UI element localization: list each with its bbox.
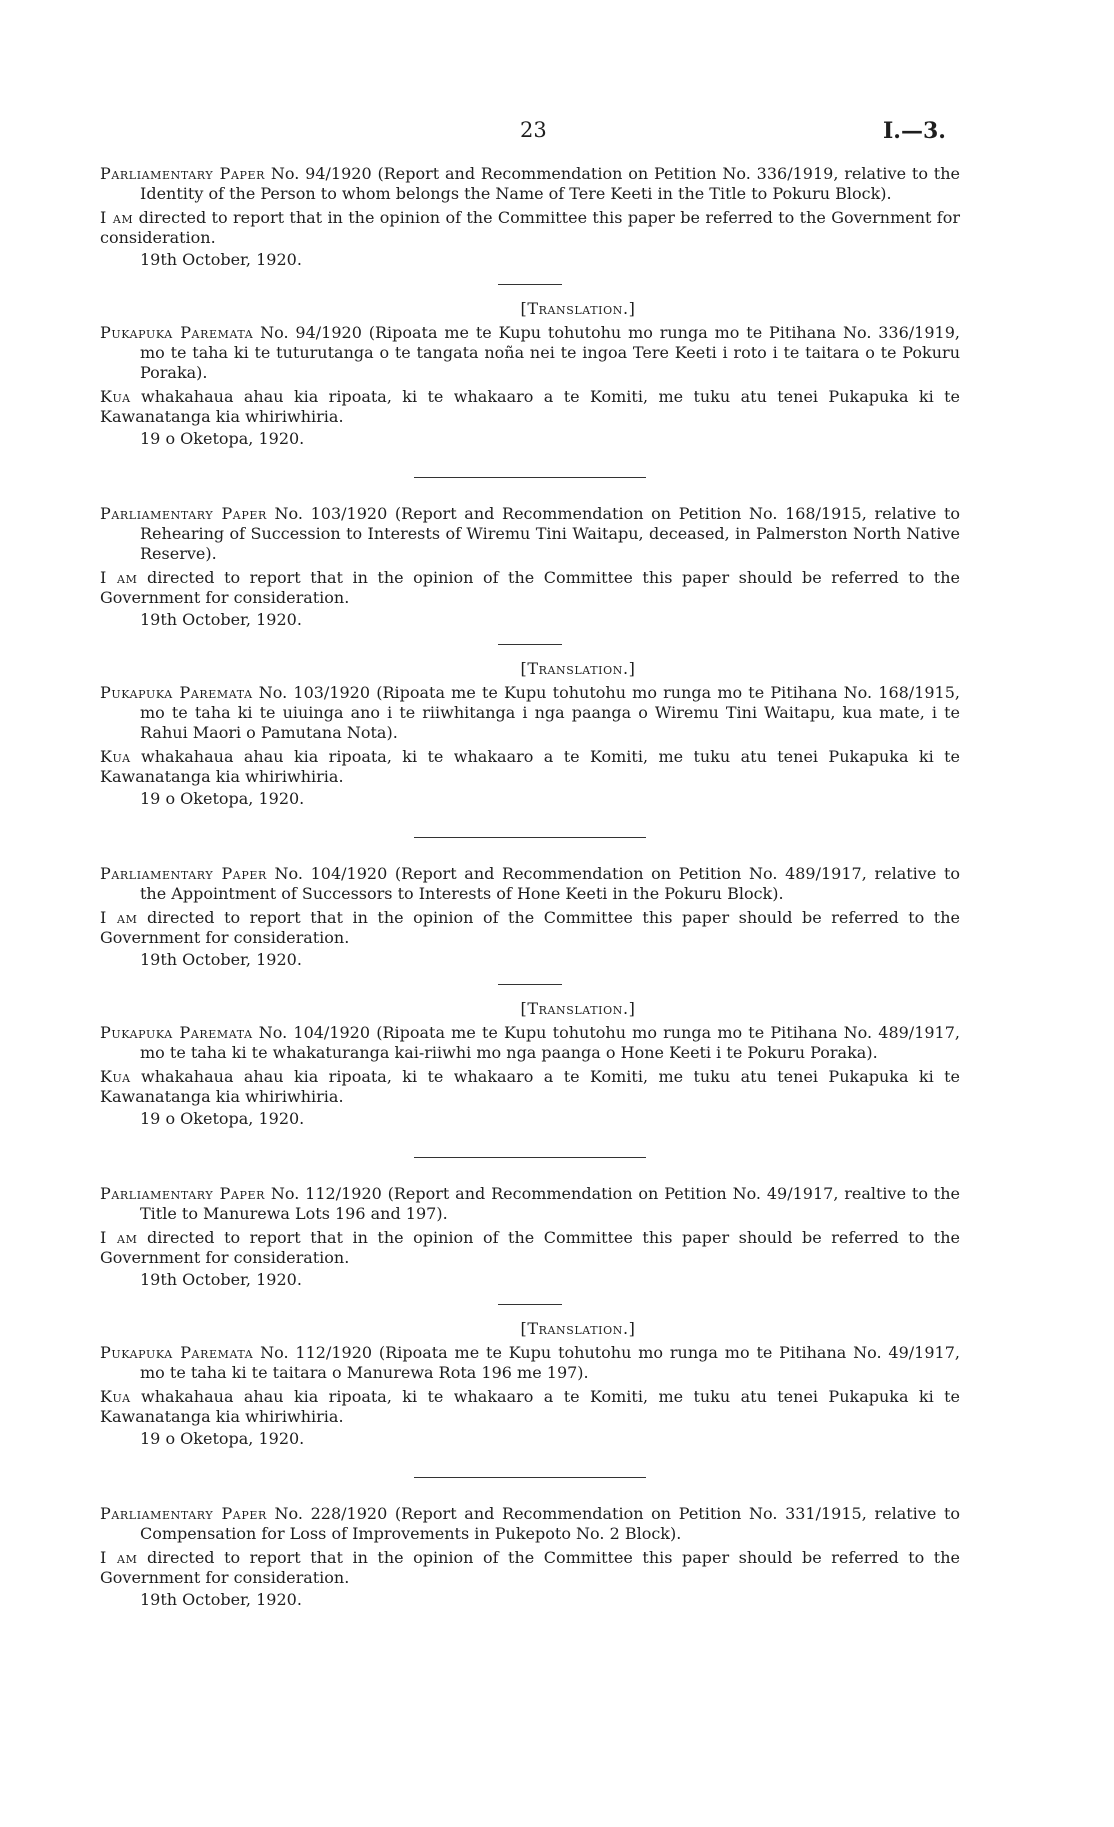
translation-label: [Translation.]	[520, 1319, 636, 1338]
report-entry	[100, 504, 960, 630]
title-text: No. 112/1920 (Ripoata me te Kupu tohutohu mo runga mo te Pitihana No. 49/1917, mo te taha ki te taitara o Manurewa Rota 196 me 197).	[140, 1343, 960, 1382]
title-prefix: Parliamentary Paper	[100, 504, 267, 523]
report-entry	[100, 864, 960, 970]
title-prefix: Parliamentary Paper	[100, 164, 266, 183]
title-text: No. 228/1920 (Report and Recommendation on Petition No. 331/1915, relative to Compensation for Loss of Improvements in Pukepoto No. 2 Block).	[140, 1504, 961, 1543]
body-text: whakahaua ahau kia ripoata, ki te whakaaro a te Komiti, me tuku atu tenei Pukapuka ki te Kawanatanga kia whiriwhiria.	[100, 747, 960, 786]
entry-title	[100, 1184, 960, 1224]
entry-date: 19 o Oketopa, 1920.	[140, 1109, 305, 1128]
title-prefix: Pukapuka Paremata	[100, 683, 253, 702]
translation-entry	[100, 1319, 960, 1449]
entry-body	[100, 1067, 960, 1107]
entry-date: 19 o Oketopa, 1920.	[140, 789, 305, 808]
body-text: whakahaua ahau kia ripoata, ki te whakaaro a te Komiti, me tuku atu tenei Pukapuka ki te Kawanatanga kia whiriwhiria.	[100, 1067, 960, 1106]
body-lead: I am	[100, 208, 134, 227]
body-text: directed to report that in the opinion of the Committee this paper should be referred to the Government for consideration.	[100, 908, 961, 947]
short-divider	[498, 644, 562, 645]
body-text: directed to report that in the opinion of the Committee this paper should be referred to the Government for consideration.	[100, 1228, 961, 1267]
entry-title	[100, 1504, 960, 1544]
title-text: No. 104/1920 (Report and Recommendation on Petition No. 489/1917, relative to the Appointment of Successors to Interests of Hone Keeti in the Pokuru Block).	[140, 864, 961, 903]
entry-body	[100, 387, 960, 427]
report-entry	[100, 1184, 960, 1290]
title-text: No. 94/1920 (Report and Recommendation on Petition No. 336/1919, relative to the Identity of the Person to whom belongs the Name of Tere Keeti in the Title to Pokuru Block).	[140, 164, 960, 203]
entry-title	[100, 864, 960, 904]
title-prefix: Parliamentary Paper	[100, 1504, 267, 1523]
entry-body	[100, 747, 960, 787]
entry-title	[100, 164, 960, 204]
section-divider	[414, 1157, 646, 1158]
page-header	[0, 118, 1114, 148]
entry-title	[100, 1023, 960, 1063]
section-divider	[414, 477, 646, 478]
short-divider	[498, 284, 562, 285]
entry-title	[100, 683, 960, 743]
body-lead: I am	[100, 908, 138, 927]
title-prefix: Parliamentary Paper	[100, 864, 267, 883]
translation-label: [Translation.]	[520, 659, 636, 678]
body-text: directed to report that in the opinion of the Committee this paper be referred to the Government for consideration.	[100, 208, 960, 247]
body-lead: Kua	[100, 387, 131, 406]
body-text: directed to report that in the opinion of the Committee this paper should be referred to the Government for consideration.	[100, 568, 961, 607]
body-lead: Kua	[100, 747, 131, 766]
title-prefix: Pukapuka Paremata	[100, 1343, 254, 1362]
body-text: whakahaua ahau kia ripoata, ki te whakaaro a te Komiti, me tuku atu tenei Pukapuka ki te Kawanatanga kia whiriwhiria.	[100, 1387, 960, 1426]
entry-title	[100, 323, 960, 383]
title-prefix: Pukapuka Paremata	[100, 1023, 253, 1042]
report-entry	[100, 164, 960, 270]
entry-date: 19th October, 1920.	[140, 250, 302, 269]
entry-body	[100, 568, 960, 608]
short-divider	[498, 984, 562, 985]
translation-label: [Translation.]	[520, 299, 636, 318]
body-lead: Kua	[100, 1067, 131, 1086]
entry-body	[100, 1228, 960, 1268]
title-prefix: Pukapuka Paremata	[100, 323, 254, 342]
translation-label: [Translation.]	[520, 999, 636, 1018]
entry-date: 19th October, 1920.	[140, 950, 302, 969]
entry-body	[100, 1548, 960, 1588]
body-text: whakahaua ahau kia ripoata, ki te whakaaro a te Komiti, me tuku atu tenei Pukapuka ki te Kawanatanga kia whiriwhiria.	[100, 387, 960, 426]
body-lead: I am	[100, 1228, 138, 1247]
translation-entry	[100, 659, 960, 809]
entry-date: 19th October, 1920.	[140, 1590, 302, 1609]
body-lead: Kua	[100, 1387, 131, 1406]
entry-body	[100, 1387, 960, 1427]
title-text: No. 112/1920 (Report and Recommendation on Petition No. 49/1917, realtive to the Title to Manurewa Lots 196 and 197).	[140, 1184, 960, 1223]
body-text: directed to report that in the opinion of the Committee this paper should be referred to the Government for consideration.	[100, 1548, 961, 1587]
title-prefix: Parliamentary Paper	[100, 1184, 266, 1203]
entry-title	[100, 1343, 960, 1383]
series-reference: I.—3.	[883, 118, 946, 144]
entry-date: 19th October, 1920.	[140, 610, 302, 629]
section-divider	[414, 1477, 646, 1478]
report-entry	[100, 1504, 960, 1610]
entry-body	[100, 908, 960, 948]
entry-body	[100, 208, 960, 248]
entry-date: 19 o Oketopa, 1920.	[140, 429, 305, 448]
title-text: No. 103/1920 (Ripoata me te Kupu tohutohu mo runga mo te Pitihana No. 168/1915, mo te taha ki te uiuinga ano i te riiwhitanga i nga paanga o Wiremu Tini Waitapu, kua mate, i te Rahui Maori o Pamutana Nota).	[140, 683, 960, 742]
title-text: No. 104/1920 (Ripoata me te Kupu tohutohu mo runga mo te Pitihana No. 489/1917, mo te taha ki te whakaturanga kai-riiwhi mo nga paanga o Hone Keeti i te Pokuru Poraka).	[140, 1023, 960, 1062]
body-lead: I am	[100, 1548, 138, 1567]
page-number: 23	[520, 118, 547, 142]
document-body	[100, 164, 960, 1610]
title-text: No. 103/1920 (Report and Recommendation on Petition No. 168/1915, relative to Rehearing of Succession to Interests of Wiremu Tini Waitapu, deceased, in Palmerston North Native Reserve).	[140, 504, 961, 563]
entry-date: 19th October, 1920.	[140, 1270, 302, 1289]
title-text: No. 94/1920 (Ripoata me te Kupu tohutohu mo runga mo te Pitihana No. 336/1919, mo te taha ki te tuturutanga o te tangata noña nei te ingoa Tere Keeti i roto i te taitara o te Pokuru Poraka).	[140, 323, 960, 382]
body-lead: I am	[100, 568, 138, 587]
section-divider	[414, 837, 646, 838]
entry-title	[100, 504, 960, 564]
entry-date: 19 o Oketopa, 1920.	[140, 1429, 305, 1448]
translation-entry	[100, 299, 960, 449]
translation-entry	[100, 999, 960, 1129]
short-divider	[498, 1304, 562, 1305]
